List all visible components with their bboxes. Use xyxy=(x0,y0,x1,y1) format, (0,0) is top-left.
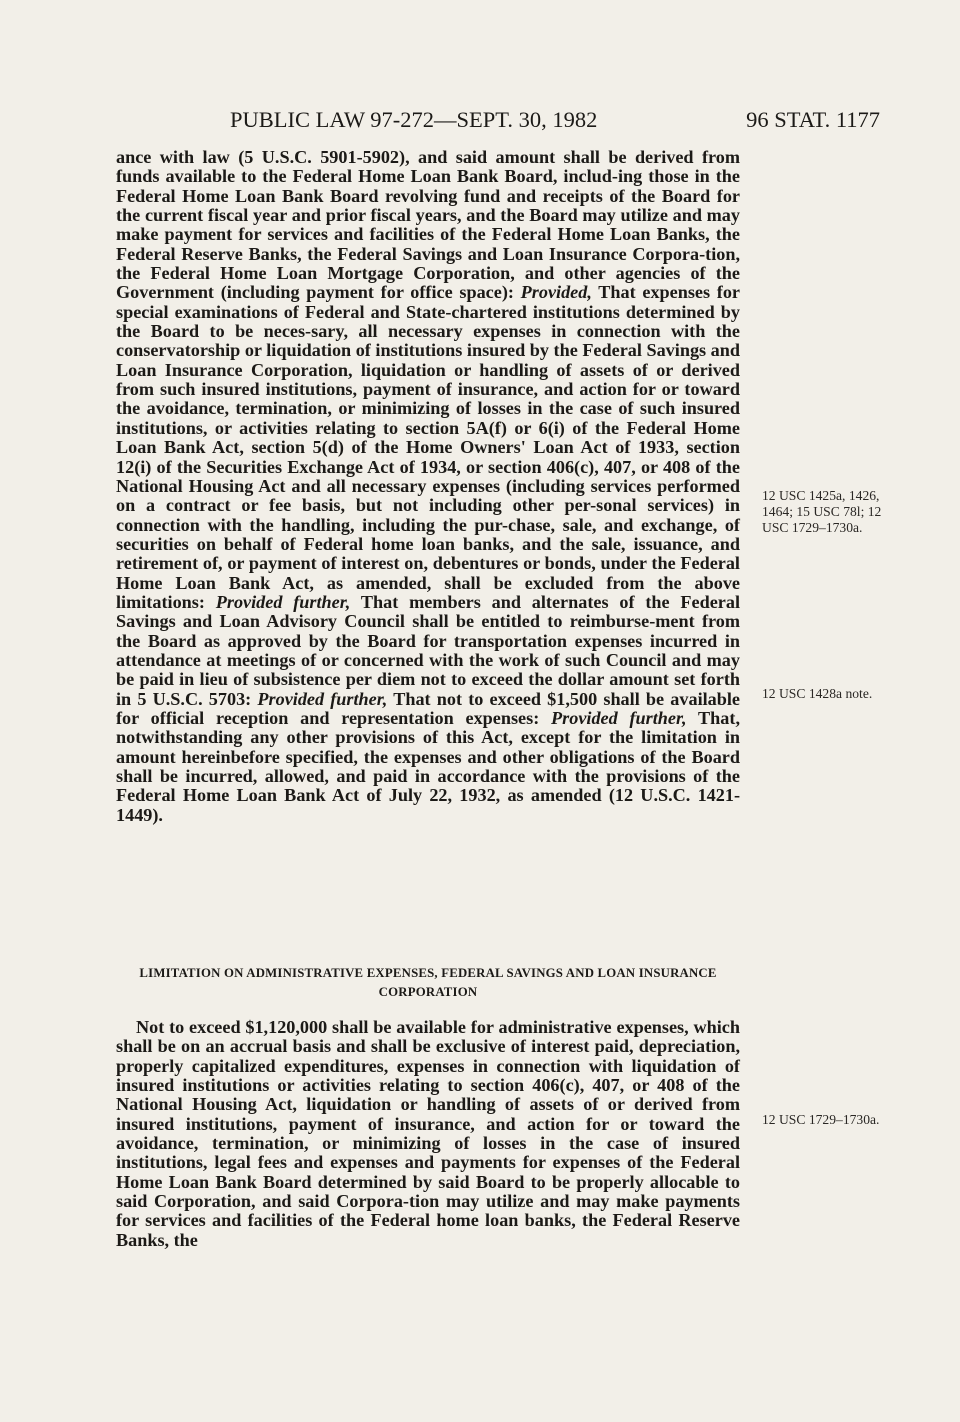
paragraph-1 xyxy=(116,148,740,825)
paragraph-1-part-1: ance with law (5 U.S.C. 5901-5902), and said amount shall be derived from funds available to the Federal Home Loan Bank Board, includ-ing those in the Federal Home Loan Bank Board revolving fund and receipts of the Board for the current fiscal year and prior fiscal years, and the Board may utilize and may make payment for services and facilities of the Federal Home Loan Banks, the Federal Reserve Banks, the Federal Savings and Loan Insurance Corpora-tion, the Federal Home Loan Mortgage Corporation, and other agencies of the Government (including payment for office space): xyxy=(116,147,740,303)
paragraph-1-part-2: That expenses for special examinations of Federal and State-chartered institutions determined by the Board to be neces-sary, all necessary expenses in connection with the conservatorship or liquidation of institutions insured by the Federal Savings and Loan Insurance Corporation, liquidation or handling of assets of or derived from such insured institutions, payment of insurance, and action for or toward the avoidance, termination, or minimizing of losses in the case of such insured institutions, or activities relating to section 5A(f) or 6(i) of the Federal Home Loan Bank Act, section 5(d) of the Home Owners' Loan Act of 1933, section 12(i) of the Securities Exchange Act of 1934, or section 406(c), 407, or 408 of the National Housing Act and all necessary expenses (including services performed on a contract or fee basis, but not including other per-sonal services) in connection with the handling, including the pur-chase, sale, and exchange, of securities on behalf of Federal home loan banks, and the sale, issuance, and retirement of, or payment of interest on, debentures or bonds, under the Federal Home Loan Bank Act, as amended, shall be excluded from the above limitations: xyxy=(116,282,740,612)
running-head: PUBLIC LAW 97-272—SEPT. 30, 1982 xyxy=(230,107,598,132)
paragraph-1-part-4: That not to exceed $1,500 shall be available for official reception and representation expenses: xyxy=(116,688,741,728)
section-heading: LIMITATION ON ADMINISTRATIVE EXPENSES, FEDERAL SAVINGS AND LOAN INSURANCE CORPORATION xyxy=(139,966,717,999)
provided-proviso-2: Provided further, xyxy=(215,591,351,612)
margin-note-usc-2: 12 USC 1428a note. xyxy=(762,686,873,701)
provided-proviso-4: Provided further, xyxy=(551,707,687,728)
paragraph-1-part-3: That members and alternates of the Federal Savings and Loan Advisory Council shall be entitled to reimburse-ment from the Board as approved by the Board for transportation expenses incurred in attendance at meetings of or concerned with the work of such Council and may be paid in lieu of subsistence per diem not to exceed the dollar amount set forth in 5 U.S.C. 5703: xyxy=(116,591,740,709)
body-text-section-1 xyxy=(116,148,740,825)
page-header xyxy=(230,104,880,136)
statute-page-number: 96 STAT. 1177 xyxy=(746,107,880,132)
provided-proviso-3: Provided further, xyxy=(257,688,388,709)
provided-proviso-1: Provided, xyxy=(520,282,592,303)
body-text-section-2 xyxy=(116,1018,740,1250)
paragraph-1-part-5: That, notwithstanding any other provisions of this Act, except for the limitation in amount hereinbefore specified, the expenses and other obligations of the Board shall be incurred, allowed, and paid in accordance with the provisions of the Federal Home Loan Bank Act of July 22, 1932, as amended (12 U.S.C. 1421-1449). xyxy=(116,707,740,825)
margin-note-usc-1: 12 USC 1425a, 1426, 1464; 15 USC 78l; 12 USC 1729–1730a. xyxy=(762,488,882,535)
margin-note-usc-3: 12 USC 1729–1730a. xyxy=(762,1112,880,1127)
paragraph-2: Not to exceed $1,120,000 shall be available for administrative expenses, which shall be on an accrual basis and shall be exclusive of interest paid, depreciation, properly capitalized expenditures, expenses in connection with liquidation of insured institutions or activities relating to section 406(c), 407, or 408 of the National Housing Act, liquidation or handling of assets of or derived from insured institutions, payment of insurance, and action for or toward the avoidance, termination, or minimizing of losses in the case of insured institutions, legal fees and expenses and payments for expenses of the Federal Home Loan Bank Board determined by said Board to be properly allocable to said Corporation, and said Corpora-tion may utilize and may make payments for services and facilities of the Federal home loan banks, the Federal Reserve Banks, the xyxy=(116,1017,740,1250)
